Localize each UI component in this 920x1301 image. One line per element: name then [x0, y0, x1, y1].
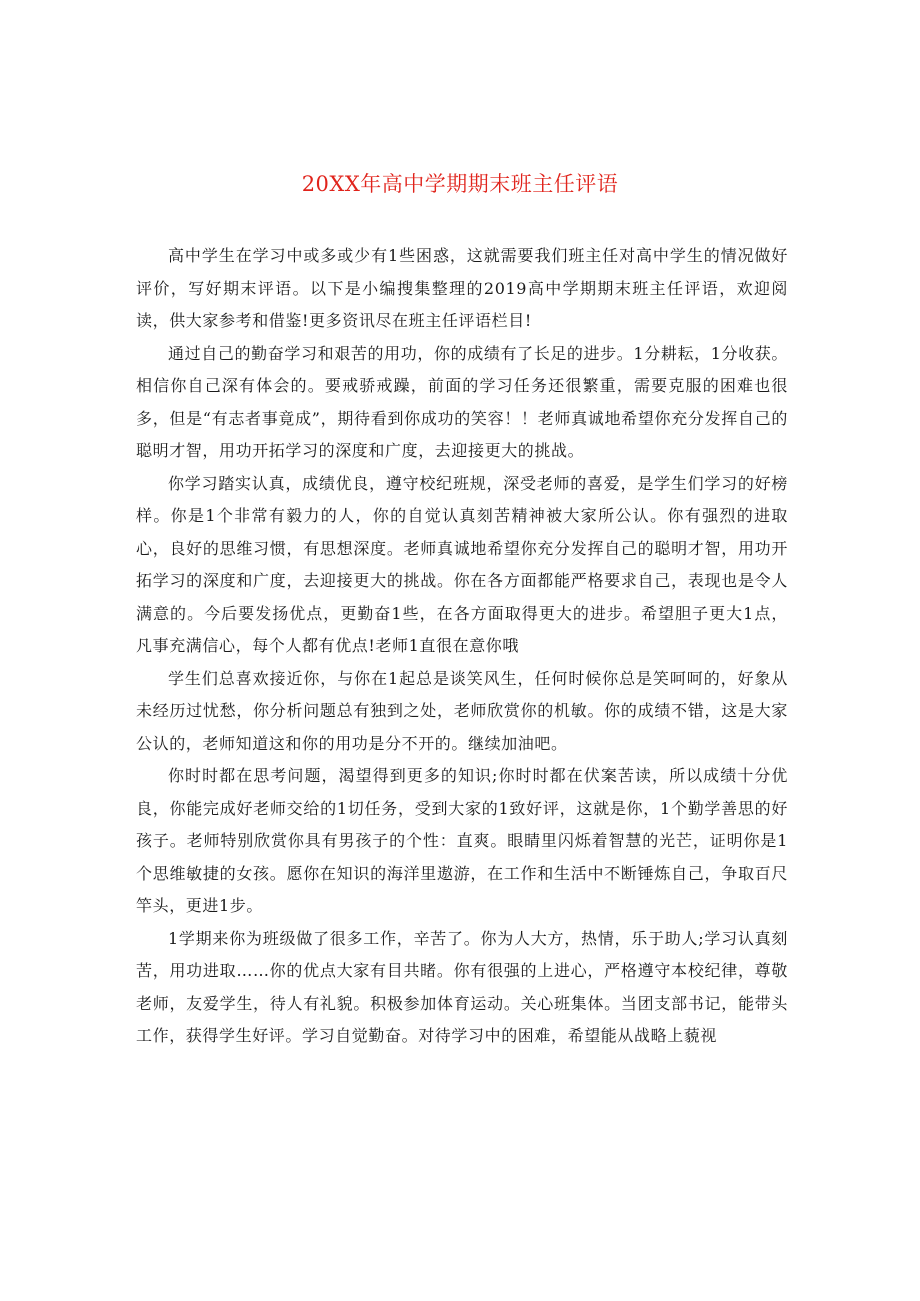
- paragraph-comment-5: 1学期来你为班级做了很多工作，辛苦了。你为人大方，热情，乐于助人;学习认真刻苦，用功进取……你的优点大家有目共睹。你有很强的上进心，严格遵守本校纪律，尊敬老师，友爱学生，待人有礼貌。积极参加体育运动。关心班集体。当团支部书记，能带头工作，获得学生好评。学习自觉勤奋。对待学习中的困难，希望能从战略上藐视: [136, 928, 788, 1045]
- document-body: [136, 240, 788, 1053]
- paragraph-intro: 高中学生在学习中或多或少有1些困惑，这就需要我们班主任对高中学生的情况做好评价，写好期末评语。以下是小编搜集整理的2019高中学期期末班主任评语，欢迎阅读，供大家参考和借鉴!更多资讯尽在班主任评语栏目!: [136, 246, 788, 330]
- paragraph-comment-3: 学生们总喜欢接近你，与你在1起总是谈笑风生，任何时候你总是笑呵呵的，好象从未经历过忧愁，你分析问题总有独到之处，老师欣赏你的机敏。你的成绩不错，这是大家公认的，老师知道这和你的用功是分不开的。继续加油吧。: [136, 668, 788, 753]
- document-title: 20XX年高中学期期末班主任评语: [301, 172, 619, 196]
- paragraph-comment-1: 通过自己的勤奋学习和艰苦的用功，你的成绩有了长足的进步。1分耕耘，1分收获。相信你自己深有体会的。要戒骄戒躁，前面的学习任务还很繁重，需要克服的困难也很多，但是“有志者事竟成”，期待看到你成功的笑容！！老师真诚地希望你充分发挥自己的聪明才智，用功开拓学习的深度和广度，去迎接更大的挑战。: [136, 343, 788, 460]
- paragraph-comment-4: 你时时都在思考问题，渴望得到更多的知识;你时时都在伏案苦读，所以成绩十分优良，你能完成好老师交给的1切任务，受到大家的1致好评，这就是你，1个勤学善思的好孩子。老师特别欣赏你具有男孩子的个性：直爽。眼睛里闪烁着智慧的光芒，证明你是1个思维敏捷的女孩。愿你在知识的海洋里遨游，在工作和生活中不断锤炼自己，争取百尺竿头，更进1步。: [136, 766, 788, 915]
- paragraph-comment-2: 你学习踏实认真，成绩优良，遵守校纪班规，深受老师的喜爱，是学生们学习的好榜样。你是1个非常有毅力的人，你的自觉认真刻苦精神被大家所公认。你有强烈的进取心，良好的思维习惯，有思想深度。老师真诚地希望你充分发挥自己的聪明才智，用功开拓学习的深度和广度，去迎接更大的挑战。你在各方面都能严格要求自己，表现也是令人满意的。今后要发扬优点，更勤奋1些，在各方面取得更大的进步。希望胆子更大1点，凡事充满信心，每个人都有优点!老师1直很在意你哦: [136, 473, 788, 655]
